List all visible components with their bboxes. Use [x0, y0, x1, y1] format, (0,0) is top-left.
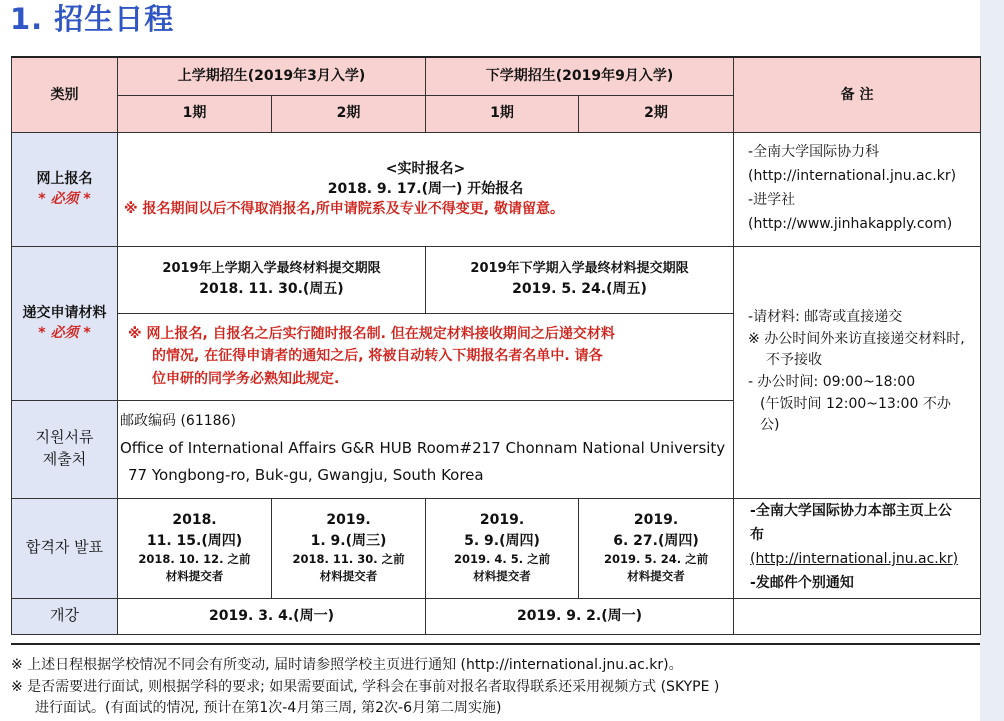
footnote-3: 进行面试。(有面试的情况, 预计在第1次-4月第三周, 第2次-6月第二周实施)	[35, 700, 502, 716]
announce-date: 11. 15.(周四)	[146, 532, 243, 549]
deadline2-date: 2019. 5. 24.(周五)	[512, 280, 647, 297]
announce-sub: 材料提交者	[473, 569, 531, 584]
opening-date-2: 2019. 9. 2.(周一)	[426, 598, 734, 634]
address-line-2: 77 Yongbong-ro, Buk-gu, Gwangju, South Korea	[128, 465, 484, 484]
address-label-line1: 지원서류	[35, 428, 94, 447]
announce-date: 5. 9.(周四)	[464, 532, 540, 549]
semester2-deadline	[426, 246, 734, 313]
remark-line: -全南大学国际协力科	[748, 144, 880, 161]
announce-sub: 2019. 4. 5. 之前	[453, 552, 551, 567]
announce-year: 2018.	[172, 512, 217, 529]
announce-sub: 材料提交者	[319, 569, 378, 584]
semester1-deadline	[118, 246, 426, 313]
online-warning	[118, 199, 733, 219]
announce-remarks	[734, 498, 981, 598]
announce-year: 2019.	[326, 512, 371, 529]
announce-remark-line1: -全南大学国际协力本部主页上公布	[750, 503, 952, 544]
footnote-1: ※ 上述日程根据学校情况不同会有所变动, 届时请参照学校主页进行通知 (http://international.jnu.ac.kr)。	[11, 657, 683, 673]
announce-sub: 2018. 10. 12. 之前	[138, 552, 251, 567]
page-title: 1. 招生日程	[10, 2, 175, 36]
period-2-header: 2期	[579, 95, 734, 132]
online-warning-prefix: ※ 报名期间以后不得取消报名,	[124, 201, 316, 218]
online-label-text: 网上报名	[36, 170, 93, 187]
mailing-address	[118, 400, 734, 498]
online-warning-suffix: 及专业不得变更, 敬请留意。	[385, 201, 565, 218]
announce-cell	[579, 498, 734, 598]
warning-line-1: ※ 网上报名, 自报名之后实行随时报名制. 但在规定材料接收期间之后递交材料	[128, 325, 615, 342]
announce-sub: 材料提交者	[165, 569, 224, 584]
remark-link[interactable]: (http://international.jnu.ac.kr)	[748, 168, 957, 185]
submit-warning	[118, 313, 734, 400]
opening-date-1: 2019. 3. 4.(周一)	[118, 598, 426, 634]
online-warning-mid: 所申请院系	[315, 201, 386, 218]
postal-code: 邮政编码 (61186)	[120, 413, 236, 430]
registration-start-date: 2018. 9. 17.(周一) 开始报名	[327, 180, 524, 197]
online-required-badge: * 必须 *	[38, 191, 91, 207]
announce-remark-line3: -发邮件个别通知	[750, 574, 854, 591]
period-1-header: 1期	[118, 95, 272, 132]
submit-required-badge: * 必须 *	[38, 325, 91, 341]
remark-line: - 办公时间: 09:00~18:00	[748, 374, 916, 390]
submit-remarks	[734, 246, 981, 498]
right-edge-panel	[980, 0, 1004, 721]
announce-remark-link[interactable]: (http://international.jnu.ac.kr)	[750, 551, 959, 567]
admission-schedule-table	[11, 56, 981, 635]
announce-sub: 材料提交者	[627, 569, 685, 584]
announcement-label: 합격자 발표	[12, 498, 118, 598]
announce-year: 2019.	[479, 512, 525, 529]
online-remarks	[734, 132, 981, 246]
announce-cell	[426, 498, 579, 598]
announce-sub: 2019. 5. 24. 之前	[603, 552, 709, 567]
announce-date: 6. 27.(周四)	[613, 532, 699, 549]
category-header: 类别	[12, 57, 118, 132]
submit-label-text: 递交申请材料	[22, 304, 107, 321]
announce-cell	[118, 498, 272, 598]
address-line-1: Office of International Affairs G&R HUB Room#217 Chonnam National University	[120, 438, 726, 457]
deadline1-date: 2018. 11. 30.(周五)	[199, 280, 344, 297]
footnote-2: ※ 是否需要进行面试, 则根据学科的要求; 如果需要面试, 学科会在事前对报名者取得联系还采用视频方式 (SKYPE )	[11, 679, 720, 695]
remarks-header: 备 注	[734, 57, 981, 132]
remark-line: -进学社	[748, 192, 796, 208]
announce-cell	[272, 498, 426, 598]
announce-date: 1. 9.(周三)	[310, 532, 387, 549]
submit-documents-label	[12, 246, 118, 400]
opening-label: 개강	[12, 598, 118, 634]
online-registration-cell	[118, 132, 734, 246]
remark-link[interactable]: (http://www.jinhakapply.com)	[748, 215, 953, 232]
announce-sub: 2018. 11. 30. 之前	[292, 552, 405, 567]
remark-line: ※ 办公时间外来访直接递交材料时,	[748, 330, 965, 347]
period-2-header: 2期	[272, 95, 426, 132]
remark-line: 不予接收	[766, 352, 823, 369]
period-1-header: 1期	[426, 95, 579, 132]
warning-line-2: 的情况, 在征得申请者的通知之后, 将被自动转入下期报名者名单中. 请各	[152, 348, 603, 365]
table-bottom-rule	[11, 643, 980, 645]
deadline1-title: 2019年上学期入学最终材料提交期限	[162, 260, 381, 276]
semester2-header: 下学期招生(2019年9月入学)	[426, 57, 734, 95]
semester1-header: 上学期招生(2019年3月入学)	[118, 57, 426, 95]
opening-remarks	[734, 598, 981, 634]
remark-line: -请材料: 邮寄或直接递交	[748, 308, 903, 325]
online-registration-label	[12, 132, 118, 246]
announce-year: 2019.	[633, 512, 679, 529]
remark-line: (午饭时间 12:00~13:00 不办公)	[760, 395, 951, 434]
deadline2-title: 2019年下学期入学最终材料提交期限	[470, 260, 689, 276]
realtime-label: <实时报名>	[385, 160, 466, 177]
address-label	[12, 400, 118, 498]
warning-line-3: 位申研的同学务必熟知此规定.	[152, 370, 340, 387]
address-label-line2: 제출처	[42, 450, 87, 468]
